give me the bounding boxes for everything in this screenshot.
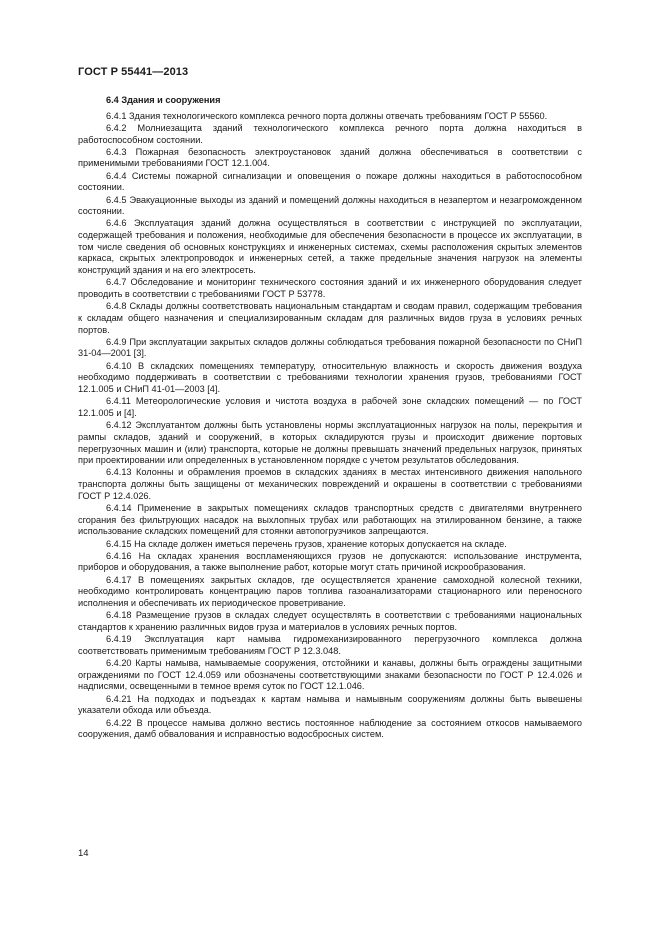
paragraph-6-4-14: 6.4.14 Применение в закрытых помещениях складов транспортных средств с двигателями внутреннего сгорания без фильтрующих насадок на выхлопных трубах или работающих на этилированном бензине, а также использование складских помещений для стоянки автопогрузчиков запрещаются. xyxy=(78,502,582,537)
paragraph-6-4-21: 6.4.21 На подходах и подъездах к картам намыва и намывным сооружениям должны быть вывешены указатели обхода или объезда. xyxy=(78,693,582,716)
paragraph-6-4-8: 6.4.8 Склады должны соответствовать национальным стандартам и сводам правил, содержащим требования к складам общего назначения и специализированным складам для различных видов груза в условиях речных портов. xyxy=(78,301,582,335)
paragraph-6-4-18: 6.4.18 Размещение грузов в складах следует осуществлять в соответствии с требованиями национальных стандартов к хранению различных видов груза и материалов в условиях речных портов. xyxy=(78,610,582,632)
paragraph-6-4-16: 6.4.16 На складах хранения воспламеняющихся грузов не допускаются: использование инструмента, приборов и оборудования, а также выполнение работ, которые могут стать причиной искрообразования. xyxy=(78,550,582,573)
paragraph-6-4-3: 6.4.3 Пожарная безопасность электроустановок зданий должна обеспечиваться в соответствии с применимыми требованиями ГОСТ 12.1.004. xyxy=(78,146,582,169)
paragraph-6-4-9: 6.4.9 При эксплуатации закрытых складов должны соблюдаться требования пожарной безопасности по СНиП 31-04—2001 [3]. xyxy=(78,336,582,359)
paragraph-6-4-19: 6.4.19 Эксплуатация карт намыва гидромеханизированного перегрузочного комплекса должна соответствовать применимым требованиям ГОСТ Р 12.3.048. xyxy=(78,634,582,656)
paragraph-6-4-22: 6.4.22 В процессе намыва должно вестись постоянное наблюдение за состоянием откосов намываемого сооружения, дамб обвалования и исправностью водосбросных систем. xyxy=(78,717,582,740)
paragraph-6-4-11: 6.4.11 Метеорологические условия и чистота воздуха в рабочей зоне складских помещений — по ГОСТ 12.1.005 и [4]. xyxy=(78,396,582,418)
paragraph-6-4-7: 6.4.7 Обследование и мониторинг технического состояния зданий и их инженерного оборудования следует проводить в соответствии с требованиями ГОСТ Р 53778. xyxy=(78,277,582,299)
paragraph-6-4-12: 6.4.12 Эксплуатантом должны быть установлены нормы эксплуатационных нагрузок на полы, перекрытия и рампы складов, зданий и сооружений, в которых складируются грузы и происходит движение портовых перегрузочных машин и (или) транспорта, которые не должны превышать значений предельных нагрузок, принятых при проектировании или определенных в установленном порядке с учетом результатов обследования. xyxy=(78,420,582,466)
document-header: ГОСТ Р 55441—2013 xyxy=(78,66,189,78)
paragraph-6-4-5: 6.4.5 Эвакуационные выходы из зданий и помещений должны находиться в незапертом и незагроможденном состоянии. xyxy=(78,194,582,217)
paragraph-6-4-6: 6.4.6 Эксплуатация зданий должна осуществляться в соответствии с инструкцией по эксплуатации, содержащей требования и положения, необходимые для обеспечения безопасности в процессе их эксплуатации, в том числе сведения об основных конструкциях и инженерных системах, схемы расположения скрытых элементов каркаса, скрытых электропроводок и инженерных сетей, а также предельные значения нагрузок на элементы конструкций здания и на его электросеть. xyxy=(78,218,582,276)
paragraph-6-4-10: 6.4.10 В складских помещениях температуру, относительную влажность и скорость движения воздуха необходимо поддерживать в соответствии с требованиями технологии хранения грузов, требованиями ГОСТ 12.1.005 и СНиП 41-01—2003 [4]. xyxy=(78,360,582,395)
paragraph-6-4-4: 6.4.4 Системы пожарной сигнализации и оповещения о пожаре должны находиться в работоспособном состоянии. xyxy=(78,170,582,193)
paragraph-6-4-15: 6.4.15 На складе должен иметься перечень грузов, хранение которых допускается на складе. xyxy=(106,538,507,549)
section-title: 6.4 Здания и сооружения xyxy=(106,95,221,105)
paragraph-6-4-13: 6.4.13 Колонны и обрамления проемов в складских зданиях в местах интенсивного движения напольного транспорта должны быть защищены от механических повреждений и окрашены в соответствии с требованиями ГОСТ Р 12.4.026. xyxy=(78,467,582,501)
paragraph-6-4-1: 6.4.1 Здания технологического комплекса речного порта должны отвечать требованиям ГОСТ Р 55560. xyxy=(106,110,548,121)
paragraph-6-4-17: 6.4.17 В помещениях закрытых складов, где осуществляется хранение самоходной колесной техники, необходимо контролировать концентрацию паров топлива газоанализаторами стационарного или переносного исполнения и обеспечивать их периодическое проветривание. xyxy=(78,574,582,608)
page-number: 14 xyxy=(78,848,89,859)
paragraph-6-4-20: 6.4.20 Карты намыва, намываемые сооружения, отстойники и канавы, должны быть ограждены защитными ограждениями по ГОСТ 12.4.059 или обозначены соответствующими знаками безопасности по ГОСТ Р 12.4.026 и надписями, освещенными в темное время суток по ГОСТ 12.1.046. xyxy=(78,658,582,692)
document-body xyxy=(78,95,582,741)
paragraph-6-4-2: 6.4.2 Молниезащита зданий технологического комплекса речного порта должна находиться в работоспособном состоянии. xyxy=(78,122,582,145)
